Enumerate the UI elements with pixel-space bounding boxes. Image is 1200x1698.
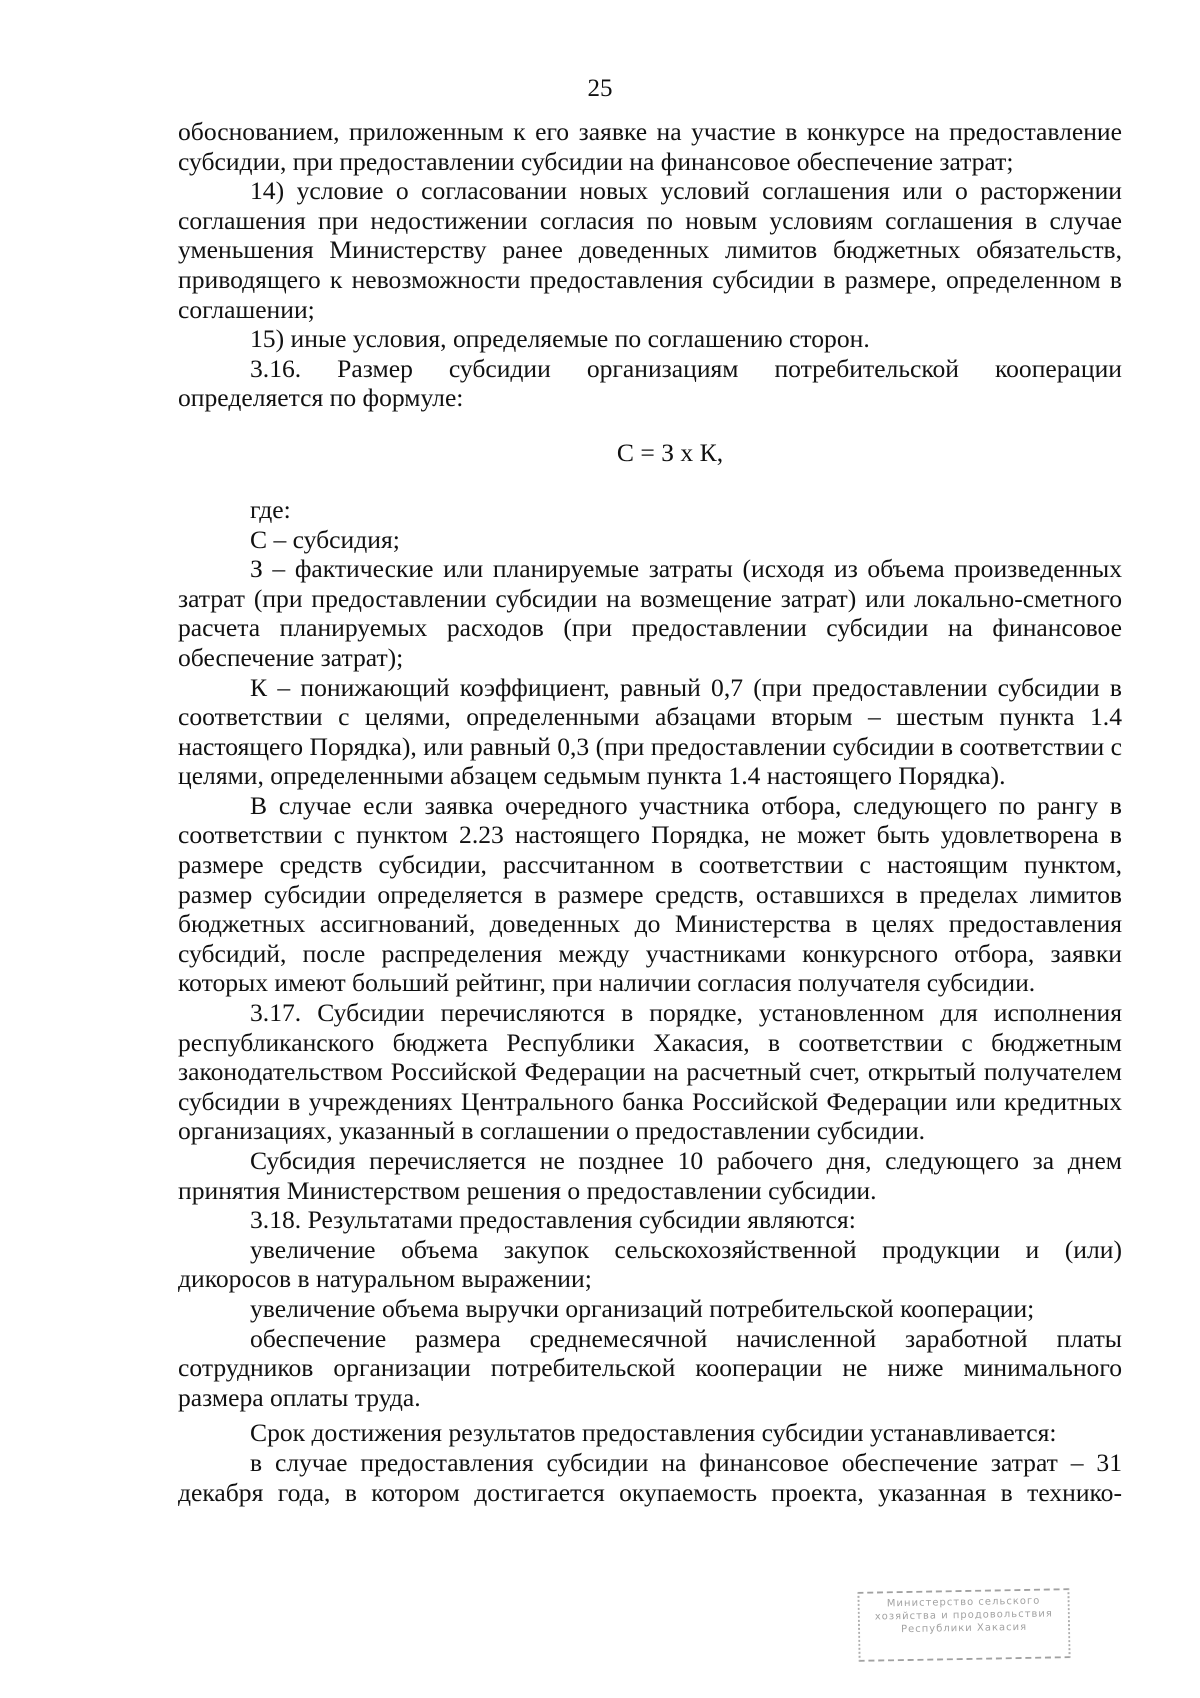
section-3-17: 3.17. Субсидии перечисляются в порядке, установленном для исполнения республиканского бюджета Республики Хакасия, в соответствии с бюджетным законодательством Российской Федерации на расчетный счет, открытый получателем субсидии в учреждениях Центрального банка Российской Федерации или кредитных организациях, указанный в соглашении о предоставлении субсидии. bbox=[178, 998, 1122, 1146]
stamp-line: Министерство сельского bbox=[886, 1595, 1041, 1610]
document-body bbox=[178, 117, 1122, 1507]
result-item: обеспечение размера среднемесячной начисленной заработной платы сотрудников организации потребительской кооперации не ниже минимального размера оплаты труда. bbox=[178, 1323, 1122, 1412]
paragraph: где: bbox=[250, 494, 291, 524]
result-item: увеличение объема выручки организаций потребительской кооперации; bbox=[250, 1293, 1035, 1323]
registration-stamp bbox=[857, 1588, 1070, 1662]
definition-k: К – понижающий коэффициент, равный 0,7 (при предоставлении субсидии в соответствии с целями, определенными абзацами вторым – шестым пункта 1.4 настоящего Порядка), или равный 0,3 (при предоставлении субсидии в соответствии с целями, определенными абзацем седьмым пункта 1.4 настоящего Порядка). bbox=[178, 672, 1122, 791]
page-number: 25 bbox=[587, 75, 613, 102]
paragraph: обоснованием, приложенным к его заявке на участие в конкурсе на предоставление субсидии, при предоставлении субсидии на финансовое обеспечение затрат; bbox=[178, 117, 1122, 176]
paragraph: в случае предоставления субсидии на финансовое обеспечение затрат – 31 декабря года, в котором достигается окупаемость проекта, указанная в технико- bbox=[178, 1447, 1122, 1507]
stamp-line: Республики Хакасия bbox=[900, 1621, 1028, 1636]
stamp-line: хозяйства и продовольствия bbox=[874, 1608, 1053, 1623]
definition-c: С – субсидия; bbox=[250, 524, 400, 554]
result-item: увеличение объема закупок сельскохозяйственной продукции и (или) дикоросов в натуральном выражении; bbox=[178, 1234, 1122, 1294]
paragraph: В случае если заявка очередного участника отбора, следующего по рангу в соответствии с пунктом 2.23 настоящего Порядка, не может быть удовлетворена в размере средств субсидии, рассчитанном в соответствии с настоящим пунктом, размер субсидии определяется в размере средств, оставшихся в пределах лимитов бюджетных ассигнований, доведенных до Министерства в целях предоставления субсидий, после распределения между участниками конкурсного отбора, заявки которых имеют больший рейтинг, при наличии согласия получателя субсидии. bbox=[178, 790, 1122, 998]
paragraph: 15) иные условия, определяемые по соглашению сторон. bbox=[250, 324, 870, 354]
paragraph: 14) условие о согласовании новых условий соглашения или о расторжении соглашения при недостижении согласия по новым условиям соглашения в случае уменьшения Министерству ранее доведенных лимитов бюджетных обязательств, приводящего к невозможности предоставления субсидии в размере, определенном в соглашении; bbox=[178, 176, 1122, 324]
section-3-16: 3.16. Размер субсидии организациям потребительской кооперации определяется по формуле: bbox=[178, 353, 1122, 413]
paragraph: Субсидия перечисляется не позднее 10 рабочего дня, следующего за днем принятия Министерством решения о предоставлении субсидии. bbox=[178, 1146, 1122, 1205]
definition-z: З – фактические или планируемые затраты (исходя из объема произведенных затрат (при предоставлении субсидии на возмещение затрат) или локально-сметного расчета планируемых расходов (при предоставлении субсидии на финансовое обеспечение затрат); bbox=[178, 554, 1122, 672]
formula: С = З х К, bbox=[616, 437, 724, 467]
section-3-18: 3.18. Результатами предоставления субсидии являются: bbox=[250, 1205, 856, 1235]
paragraph: Срок достижения результатов предоставления субсидии устанавливается: bbox=[250, 1418, 1057, 1448]
